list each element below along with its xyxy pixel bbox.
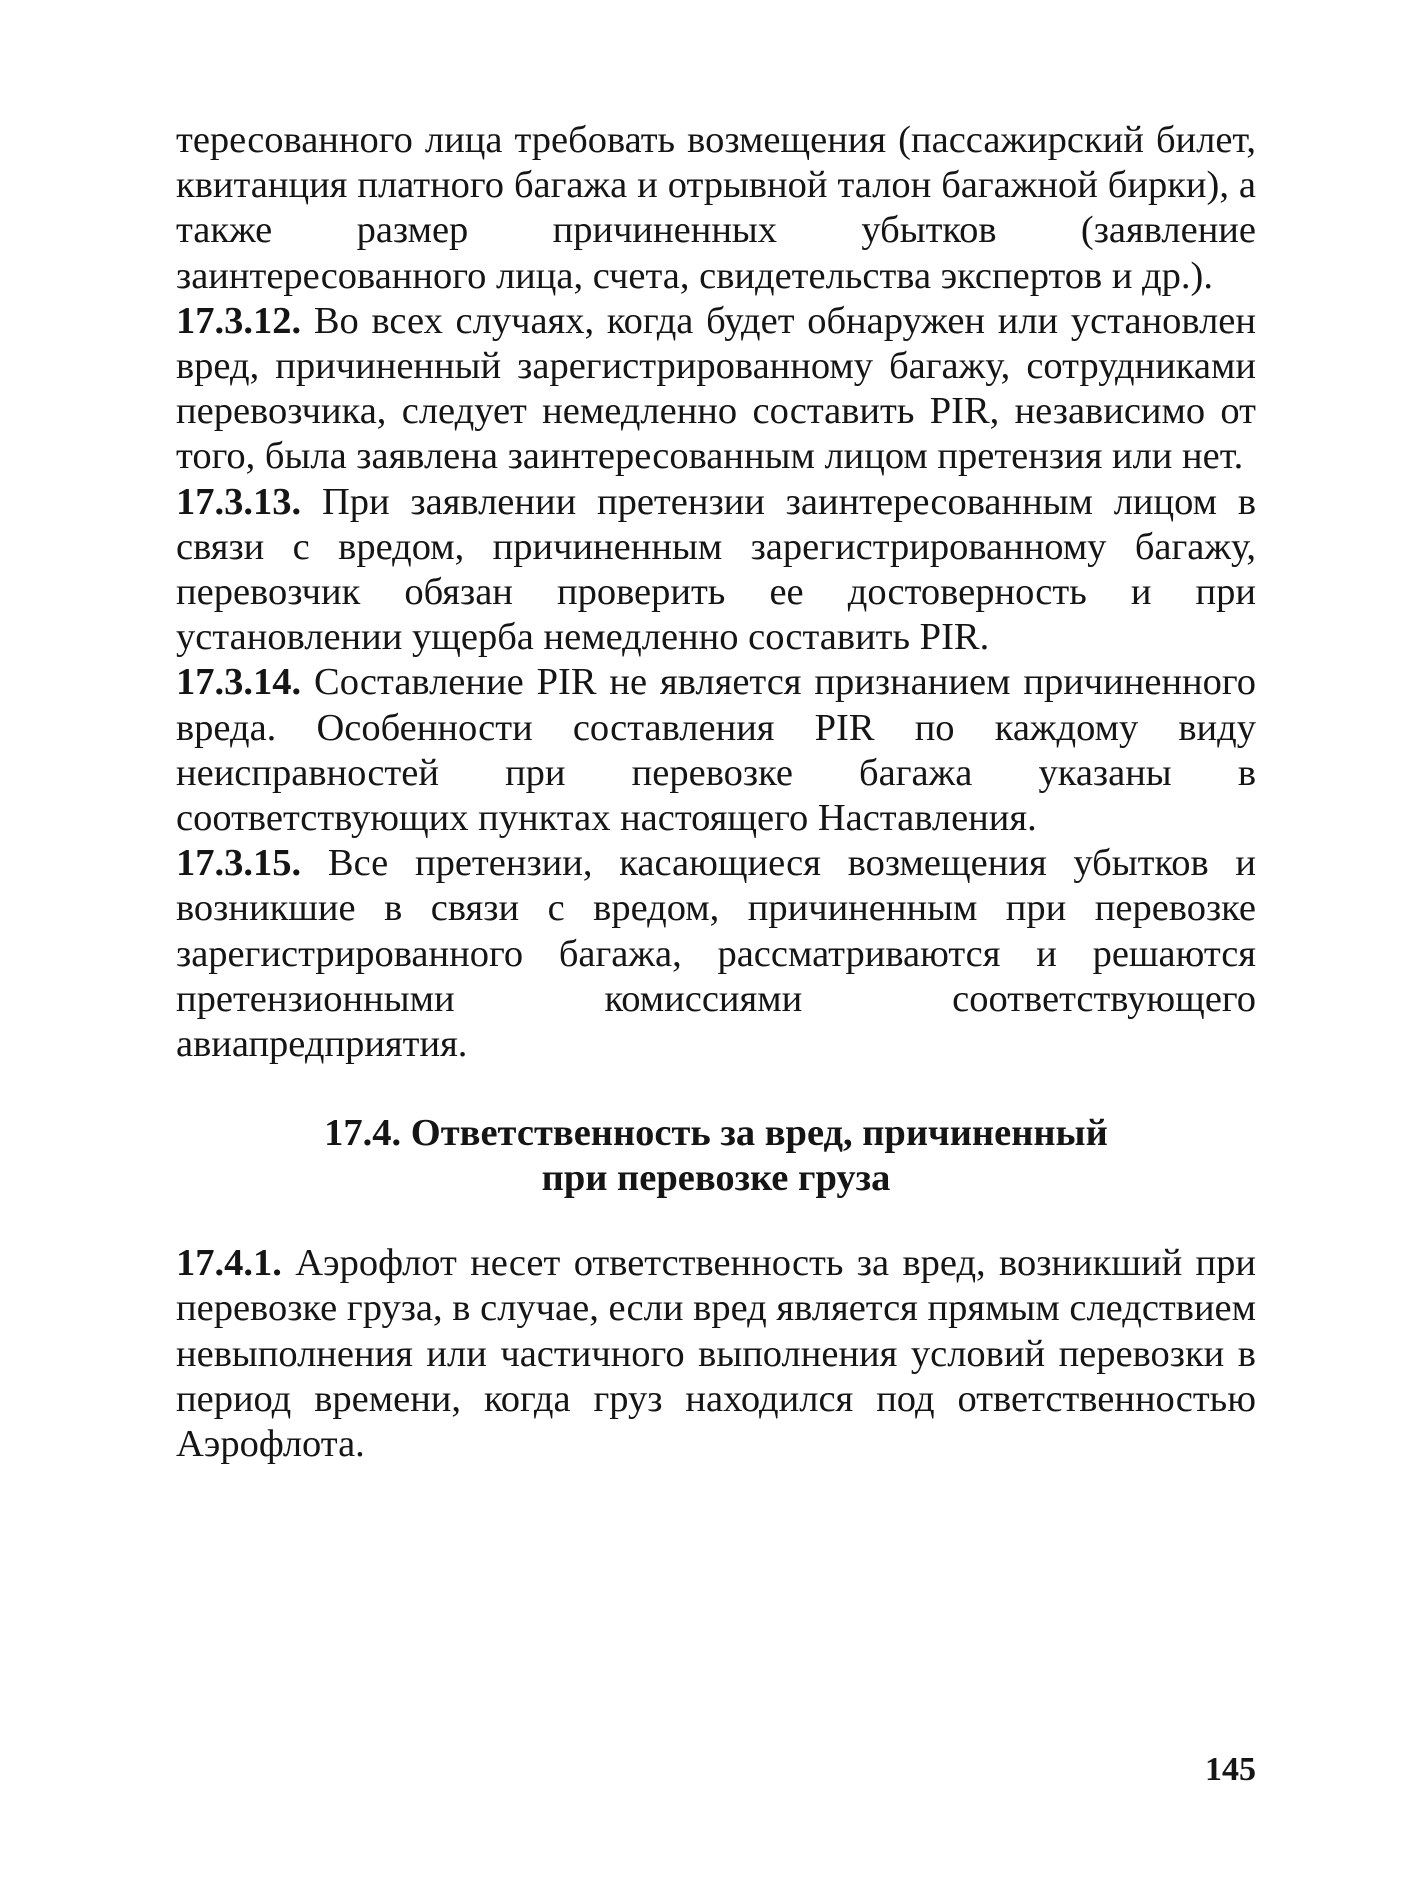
- paragraph-17-4-1: [176, 1241, 1256, 1467]
- paragraph-17-3-14: [176, 660, 1256, 841]
- paragraph-text: Во всех случаях, когда будет обнаружен или установлен вред, причиненный зарегистрированному багажу, сотрудниками перевозчика, следует немедленно составить PIR, независимо от того, была заявлена заинтересованным лицом претензия или нет.: [176, 299, 1257, 478]
- paragraph-number: 17.3.15.: [176, 842, 302, 885]
- section-heading-line-1: 17.4. Ответственность за вред, причиненный: [324, 1112, 1108, 1155]
- section-heading: [176, 1111, 1256, 1201]
- paragraph-number: 17.4.1.: [176, 1242, 282, 1285]
- paragraph-continuation: [176, 118, 1256, 299]
- paragraph-text: Все претензии, касающиеся возмещения убытков и возникшие в связи с вредом, причиненным при перевозке зарегистрированного багажа, рассматриваются и решаются претензионными комиссиями соответствующего авиапредприятия.: [176, 842, 1256, 1066]
- paragraph-number: 17.3.14.: [176, 661, 302, 704]
- paragraph-text: При заявлении претензии заинтересованным лицом в связи с вредом, причиненным зарегистрированному багажу, перевозчик обязан проверить ее достоверность и при установлении ущерба немедленно составить PIR.: [176, 480, 1257, 659]
- paragraph-17-3-13: [176, 480, 1256, 661]
- paragraph-text: Аэрофлот несет ответственность за вред, возникший при перевозке груза, в случае, если вред является прямым следствием невыполнения или частичного выполнения условий перевозки в период времени, когда груз находился под ответственностью Аэрофлота.: [176, 1242, 1257, 1466]
- paragraph-number: 17.3.13.: [176, 480, 302, 523]
- paragraph-text: тересованного лица требовать возмещения (пассажирский билет, квитанция платного багажа и отрывной талон багажной бирки), а также размер причиненных убытков (заявление заинтересованного лица, счета, свидетельства экспертов и др.).: [176, 119, 1256, 297]
- page-body: [176, 118, 1256, 1467]
- paragraph-text: Составление PIR не является признанием причиненного вреда. Особенности составления PIR по каждому виду неисправностей при перевозке багажа указаны в соответствующих пунктах настоящего Наставления.: [176, 661, 1256, 840]
- section-heading-line-2: при перевозке груза: [541, 1157, 891, 1200]
- page-number: 145: [1205, 1751, 1256, 1788]
- paragraph-17-3-15: [176, 841, 1256, 1067]
- paragraph-17-3-12: [176, 299, 1256, 480]
- paragraph-number: 17.3.12.: [176, 299, 302, 342]
